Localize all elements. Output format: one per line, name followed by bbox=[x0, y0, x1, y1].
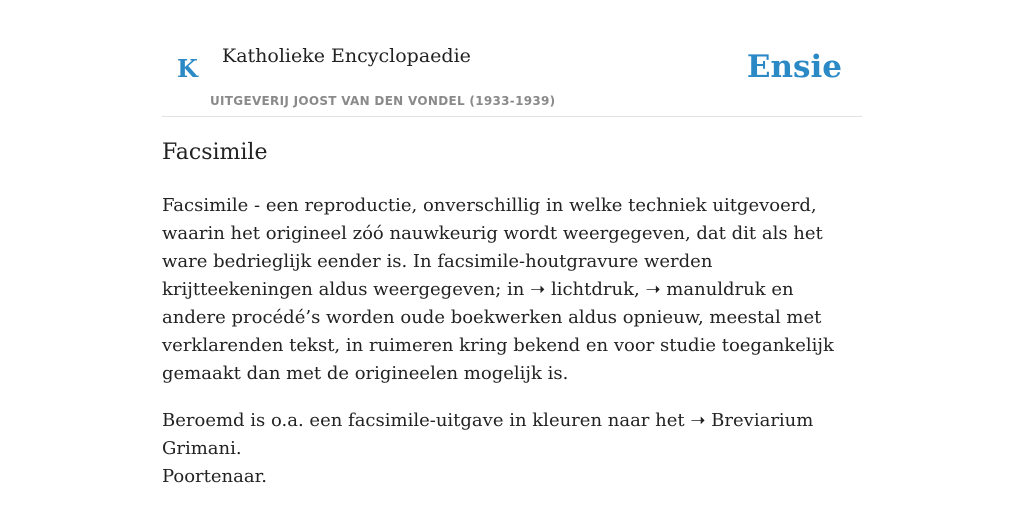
article-paragraph: Beroemd is o.a. een facsimile-uitgave in kleuren naar het ➝ Breviarium Grimani. Poortenaar. bbox=[162, 410, 814, 487]
article-title: Facsimile bbox=[162, 140, 268, 165]
brand-logo-link[interactable]: Ensie bbox=[746, 49, 842, 85]
article-body bbox=[162, 192, 862, 510]
article-author: Poortenaar. bbox=[162, 466, 267, 487]
cross-reference-arrow-icon: ➝ bbox=[645, 279, 661, 300]
cross-reference-link[interactable]: lichtdruk bbox=[550, 279, 635, 300]
site-name[interactable]: Katholieke Encyclopaedie bbox=[222, 45, 471, 67]
cross-reference-arrow-icon: ➝ bbox=[690, 410, 706, 431]
cross-reference-link[interactable]: manuldruk bbox=[666, 279, 766, 300]
site-logo[interactable]: K bbox=[177, 54, 198, 83]
page-container bbox=[162, 0, 862, 487]
article-paragraph: Facsimile - een reproductie, onverschillig in welke techniek uitgevoerd, waarin het origineel zóó nauwkeurig wordt weergegeven, dat dit als het ware bedrieglijk eender is. In facsimile-houtgravure werden krijtteekeningen aldus weergegeven; in ➝ lichtdruk, ➝ manuldruk en andere procédé’s worden oude boekwerken aldus opnieuw, meestal met verklarenden tekst, in ruimeren kring bekend en voor studie toegankelijk gemaakt dan met de origineelen mogelijk is. bbox=[162, 195, 834, 384]
publisher-caption: UITGEVERIJ JOOST VAN DEN VONDEL (1933-1939) bbox=[210, 94, 556, 108]
cross-reference-arrow-icon: ➝ bbox=[530, 279, 546, 300]
site-header bbox=[162, 0, 862, 117]
cross-reference-link[interactable]: Breviarium Grimani bbox=[162, 410, 814, 459]
